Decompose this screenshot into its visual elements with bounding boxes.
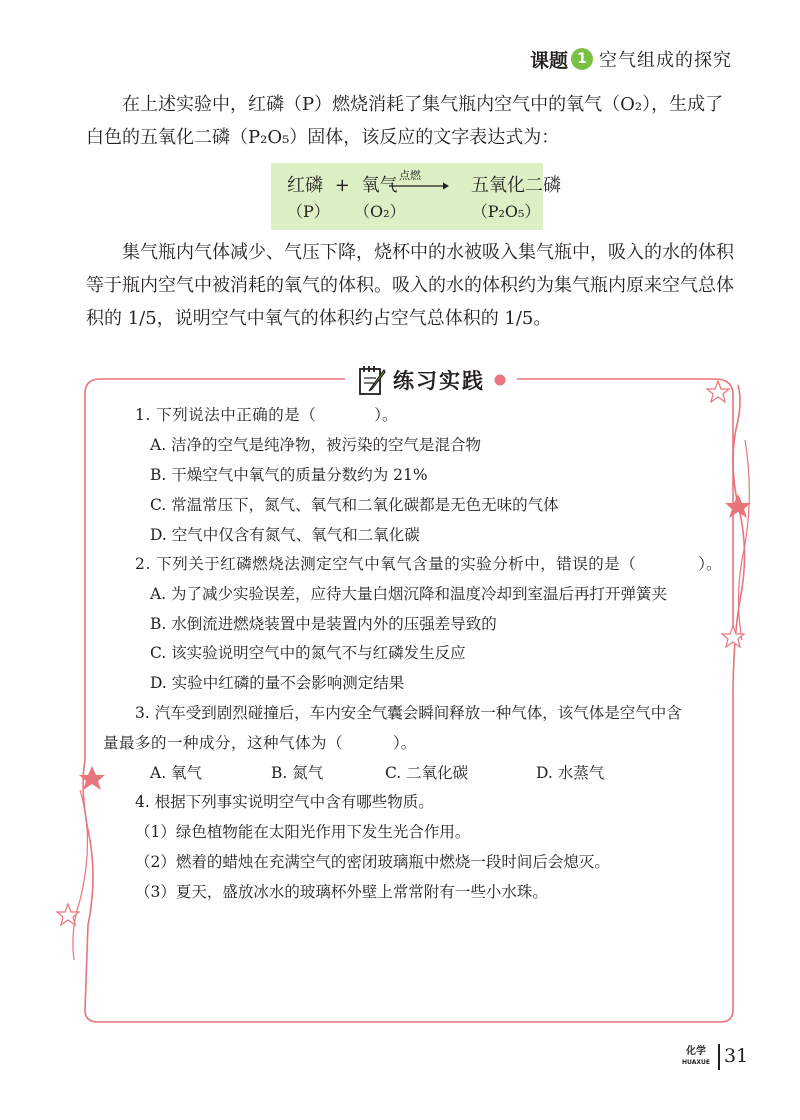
question-1-option-a: A. 洁净的空气是纯净物，被污染的空气是混合物 [150,436,482,454]
question-2-stem: 2. 下列关于红磷燃烧法测定空气中氧气含量的实验分析中，错误的是（ ）。 [135,555,722,573]
title-dot-icon [493,373,507,387]
chapter-prefix: 课题 [529,49,568,72]
reactant-red-phosphorus: 红磷 [287,175,323,196]
question-2-option-c: C. 该实验说明空气中的氮气不与红磷发生反应 [150,644,466,662]
section-title-text: 练习实践 [393,369,485,393]
explanation-paragraph: 集气瓶内气体减少、气压下降，烧杯中的水被吸入集气瓶中，吸入的水的体积等于瓶内空气中被消耗的氧气的体积。吸入的水的体积约为集气瓶内原来空气总体积的 1/5，说明空气中氧气的体积约占空气总体积的 1/5。 [86,242,734,329]
product-phosphorus-pentoxide: 五氧化二磷 [471,175,562,196]
reaction-arrow-icon [389,182,449,190]
question-1-option-b: B. 干燥空气中氧气的质量分数约为 21% [150,466,428,484]
chapter-header [530,46,732,72]
equation-formulas [287,199,540,222]
question-2-option-b: B. 水倒流进燃烧装置中是装置内外的压强差导致的 [150,615,497,633]
question-1-option-d: D. 空气中仅含有氮气、氧气和二氧化碳 [150,526,420,544]
question-1-option-c: C. 常温常压下，氮气、氧气和二氧化碳都是无色无味的气体 [150,496,559,514]
reaction-condition: 点燃 [399,169,421,182]
chapter-number-badge: 1 [571,48,593,70]
question-3-option-d: D. 水蒸气 [536,764,605,782]
question-4-stem: 4. 根据下列事实说明空气中含有哪些物质。 [135,793,434,811]
footer-subject-name: 化学 [686,1046,706,1057]
question-4-sub-1: （1）绿色植物能在太阳光作用下发生光合作用。 [135,823,471,841]
formula-p: （P） [287,202,330,221]
section-title [353,360,517,400]
star-icon [707,381,729,402]
notebook-pencil-icon [357,364,387,396]
intro-paragraph: 在上述实验中，红磷（P）燃烧消耗了集气瓶内空气中的氧气（O₂），生成了白色的五氧化二磷（P₂O₅）固体，该反应的文字表达式为： [86,94,724,148]
reactant-oxygen: 氧气 [361,175,398,196]
question-3-option-c: C. 二氧化碳 [385,764,469,782]
page-number: 31 [724,1045,749,1067]
footer-subject-pinyin: HUAXUE [682,1059,710,1066]
star-icon [57,904,79,925]
footer-subject [676,1046,716,1068]
question-2-option-a: A. 为了减少实验误差，应待大量白烟沉降和温度冷却到室温后再打开弹簧夹 [150,585,668,603]
question-2-option-d: D. 实验中红磷的量不会影响测定结果 [150,674,405,692]
chapter-title: 空气组成的探究 [599,50,732,71]
question-3-stem-line2: 量最多的一种成分，这种气体为（ ）。 [103,734,417,752]
reaction-equation-box [271,163,562,230]
footer-divider [718,1044,720,1070]
question-3-stem-line1: 3. 汽车受到剧烈碰撞后，车内安全气囊会瞬间释放一种气体，该气体是空气中含 [135,704,682,722]
plus-sign: + [334,175,350,196]
question-3-option-a: A. 氧气 [150,764,203,782]
question-4-sub-3: （3）夏天，盛放冰水的玻璃杯外壁上常常附有一些小水珠。 [135,883,548,901]
star-icon [725,494,751,518]
formula-p2o5: （P₂O₅） [471,202,541,221]
question-1-stem: 1. 下列说法中正确的是（ ）。 [135,406,398,424]
practice-frame [0,360,800,1040]
formula-o2: （O₂） [353,202,406,221]
question-4-sub-2: （2）燃着的蜡烛在充满空气的密闭玻璃瓶中燃烧一段时间后会熄灭。 [135,853,610,871]
question-3-option-b: B. 氮气 [271,764,324,782]
